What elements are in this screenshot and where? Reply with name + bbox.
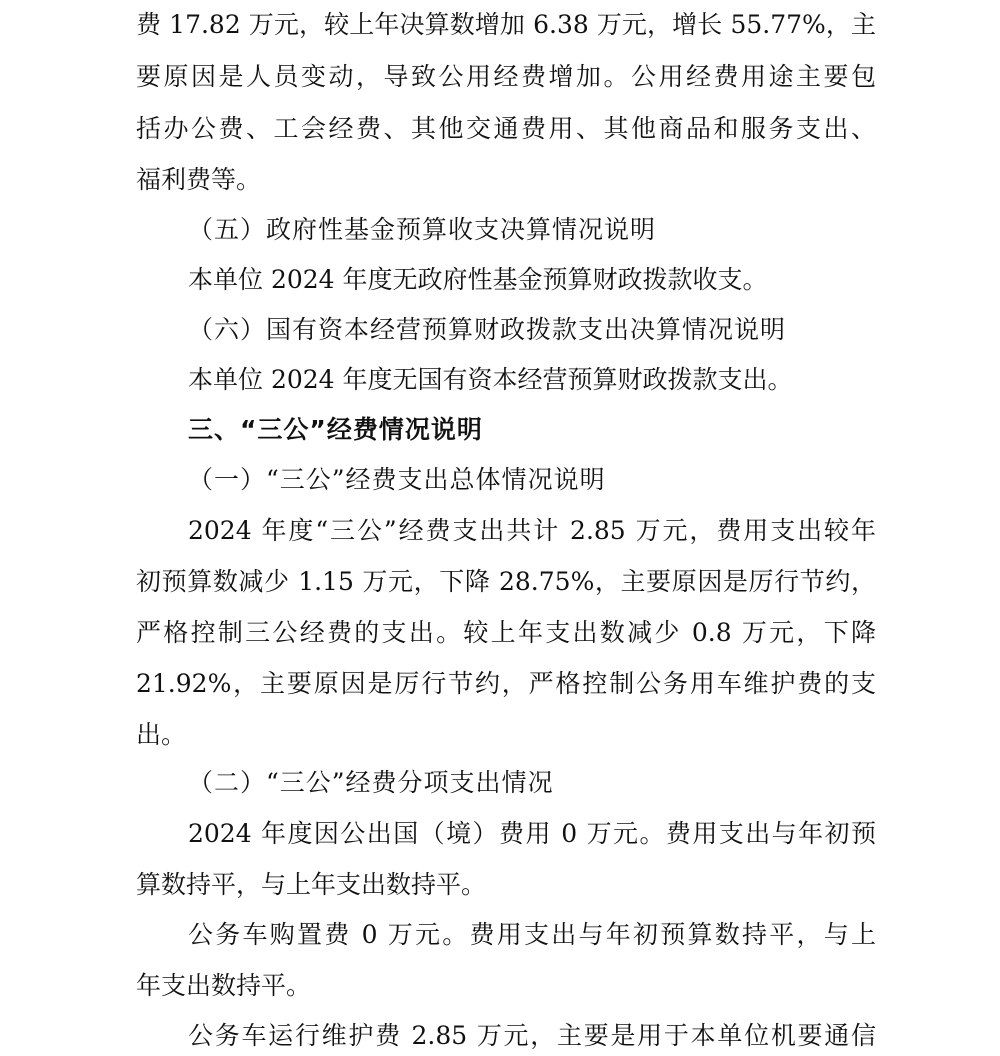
paragraph-line: 要原因是人员变动，导致公用经费增加。公用经费用途主要包	[136, 62, 876, 91]
section-subheading: （二）“三公”经费分项支出情况	[188, 768, 554, 797]
paragraph-line: 初预算数减少 1.15 万元，下降 28.75%，主要原因是厉行节约，	[136, 567, 876, 596]
paragraph-line: 公务车购置费 0 万元。费用支出与年初预算数持平，与上	[188, 920, 876, 949]
paragraph-line: 算数持平，与上年支出数持平。	[136, 870, 487, 899]
paragraph-line: 括办公费、工会经费、其他交通费用、其他商品和服务支出、	[136, 114, 876, 143]
paragraph-line: 2024 年度“三公”经费支出共计 2.85 万元，费用支出较年	[188, 516, 876, 545]
paragraph-line: 年支出数持平。	[136, 971, 312, 1000]
paragraph-line: 本单位 2024 年度无国有资本经营预算财政拨款支出。	[188, 365, 793, 394]
section-subheading: （一）“三公”经费支出总体情况说明	[188, 465, 606, 494]
paragraph-line: 福利费等。	[136, 165, 262, 194]
paragraph-line: 本单位 2024 年度无政府性基金预算财政拨款收支。	[188, 265, 768, 294]
paragraph-line: 2024 年度因公出国（境）费用 0 万元。费用支出与年初预	[188, 819, 876, 848]
paragraph-line: 费 17.82 万元，较上年决算数增加 6.38 万元，增长 55.77%，主	[136, 10, 876, 39]
paragraph-line: 严格控制三公经费的支出。较上年支出数减少 0.8 万元，下降	[136, 618, 876, 647]
section-heading: 三、“三公”经费情况说明	[188, 415, 483, 444]
paragraph-line: 公务车运行维护费 2.85 万元，主要是用于本单位机要通信	[188, 1021, 876, 1050]
section-subheading: （五）政府性基金预算收支决算情况说明	[188, 215, 657, 244]
paragraph-line: 21.92%，主要原因是厉行节约，严格控制公务用车维护费的支	[136, 669, 876, 698]
section-subheading: （六）国有资本经营预算财政拨款支出决算情况说明	[188, 315, 787, 344]
paragraph-line: 出。	[136, 720, 187, 749]
